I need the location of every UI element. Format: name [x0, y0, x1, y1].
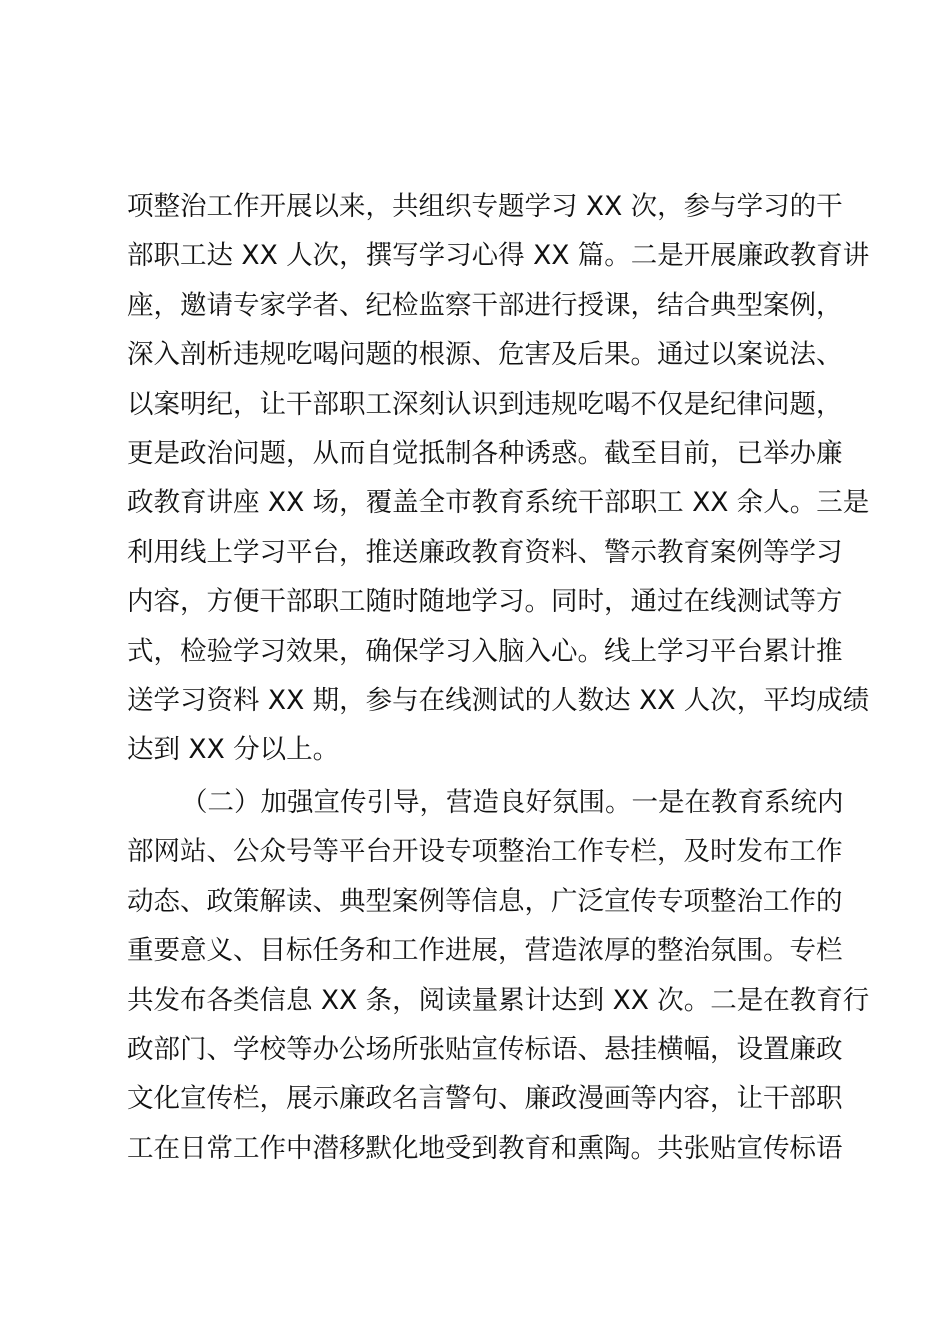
- text-line: 文化宣传栏，展示廉政名言警句、廉政漫画等内容，让干部职: [127, 1083, 843, 1115]
- text-line: 深入剖析违规吃喝问题的根源、危害及后果。通过以案说法、: [127, 339, 843, 371]
- text-line: 送学习资料 XX 期，参与在线测试的人数达 XX 人次，平均成绩: [127, 684, 870, 716]
- text-line: 达到 XX 分以上。: [127, 734, 340, 766]
- text-line: 内容，方便干部职工随时随地学习。同时，通过在线测试等方: [127, 586, 843, 618]
- text-line: 政部门、学校等办公场所张贴宣传标语、悬挂横幅，设置廉政: [127, 1033, 843, 1065]
- text-line: 以案明纪，让干部职工深刻认识到违规吃喝不仅是纪律问题，: [127, 388, 843, 420]
- text-line: 部职工达 XX 人次，撰写学习心得 XX 篇。二是开展廉政教育讲: [127, 240, 870, 272]
- text-line: 重要意义、目标任务和工作进展，营造浓厚的整治氛围。专栏: [127, 935, 843, 967]
- text-line: 式，检验学习效果，确保学习入脑入心。线上学习平台累计推: [127, 635, 843, 667]
- text-line: 项整治工作开展以来，共组织专题学习 XX 次，参与学习的干: [127, 191, 843, 222]
- text-line: 动态、政策解读、典型案例等信息，广泛宣传专项整治工作的: [127, 885, 843, 917]
- text-line: 部网站、公众号等平台开设专项整治工作专栏，及时发布工作: [127, 836, 843, 868]
- section-two-paragraph: [127, 778, 870, 1173]
- text-line: 座，邀请专家学者、纪检监察干部进行授课，结合典型案例，: [127, 289, 843, 321]
- text-line: 更是政治问题，从而自觉抵制各种诱惑。截至目前，已举办廉: [127, 437, 843, 469]
- paragraph-continuation: [127, 182, 870, 775]
- section-heading-line: （二）加强宣传引导，营造良好氛围。一是在教育系统内: [181, 787, 844, 818]
- text-line: 共发布各类信息 XX 条，阅读量累计达到 XX 次。二是在教育行: [127, 984, 870, 1016]
- text-line: 工在日常工作中潜移默化地受到教育和熏陶。共张贴宣传标语: [127, 1132, 843, 1164]
- text-line: 政教育讲座 XX 场，覆盖全市教育系统干部职工 XX 余人。三是: [127, 487, 870, 519]
- text-line: 利用线上学习平台，推送廉政教育资料、警示教育案例等学习: [127, 536, 843, 568]
